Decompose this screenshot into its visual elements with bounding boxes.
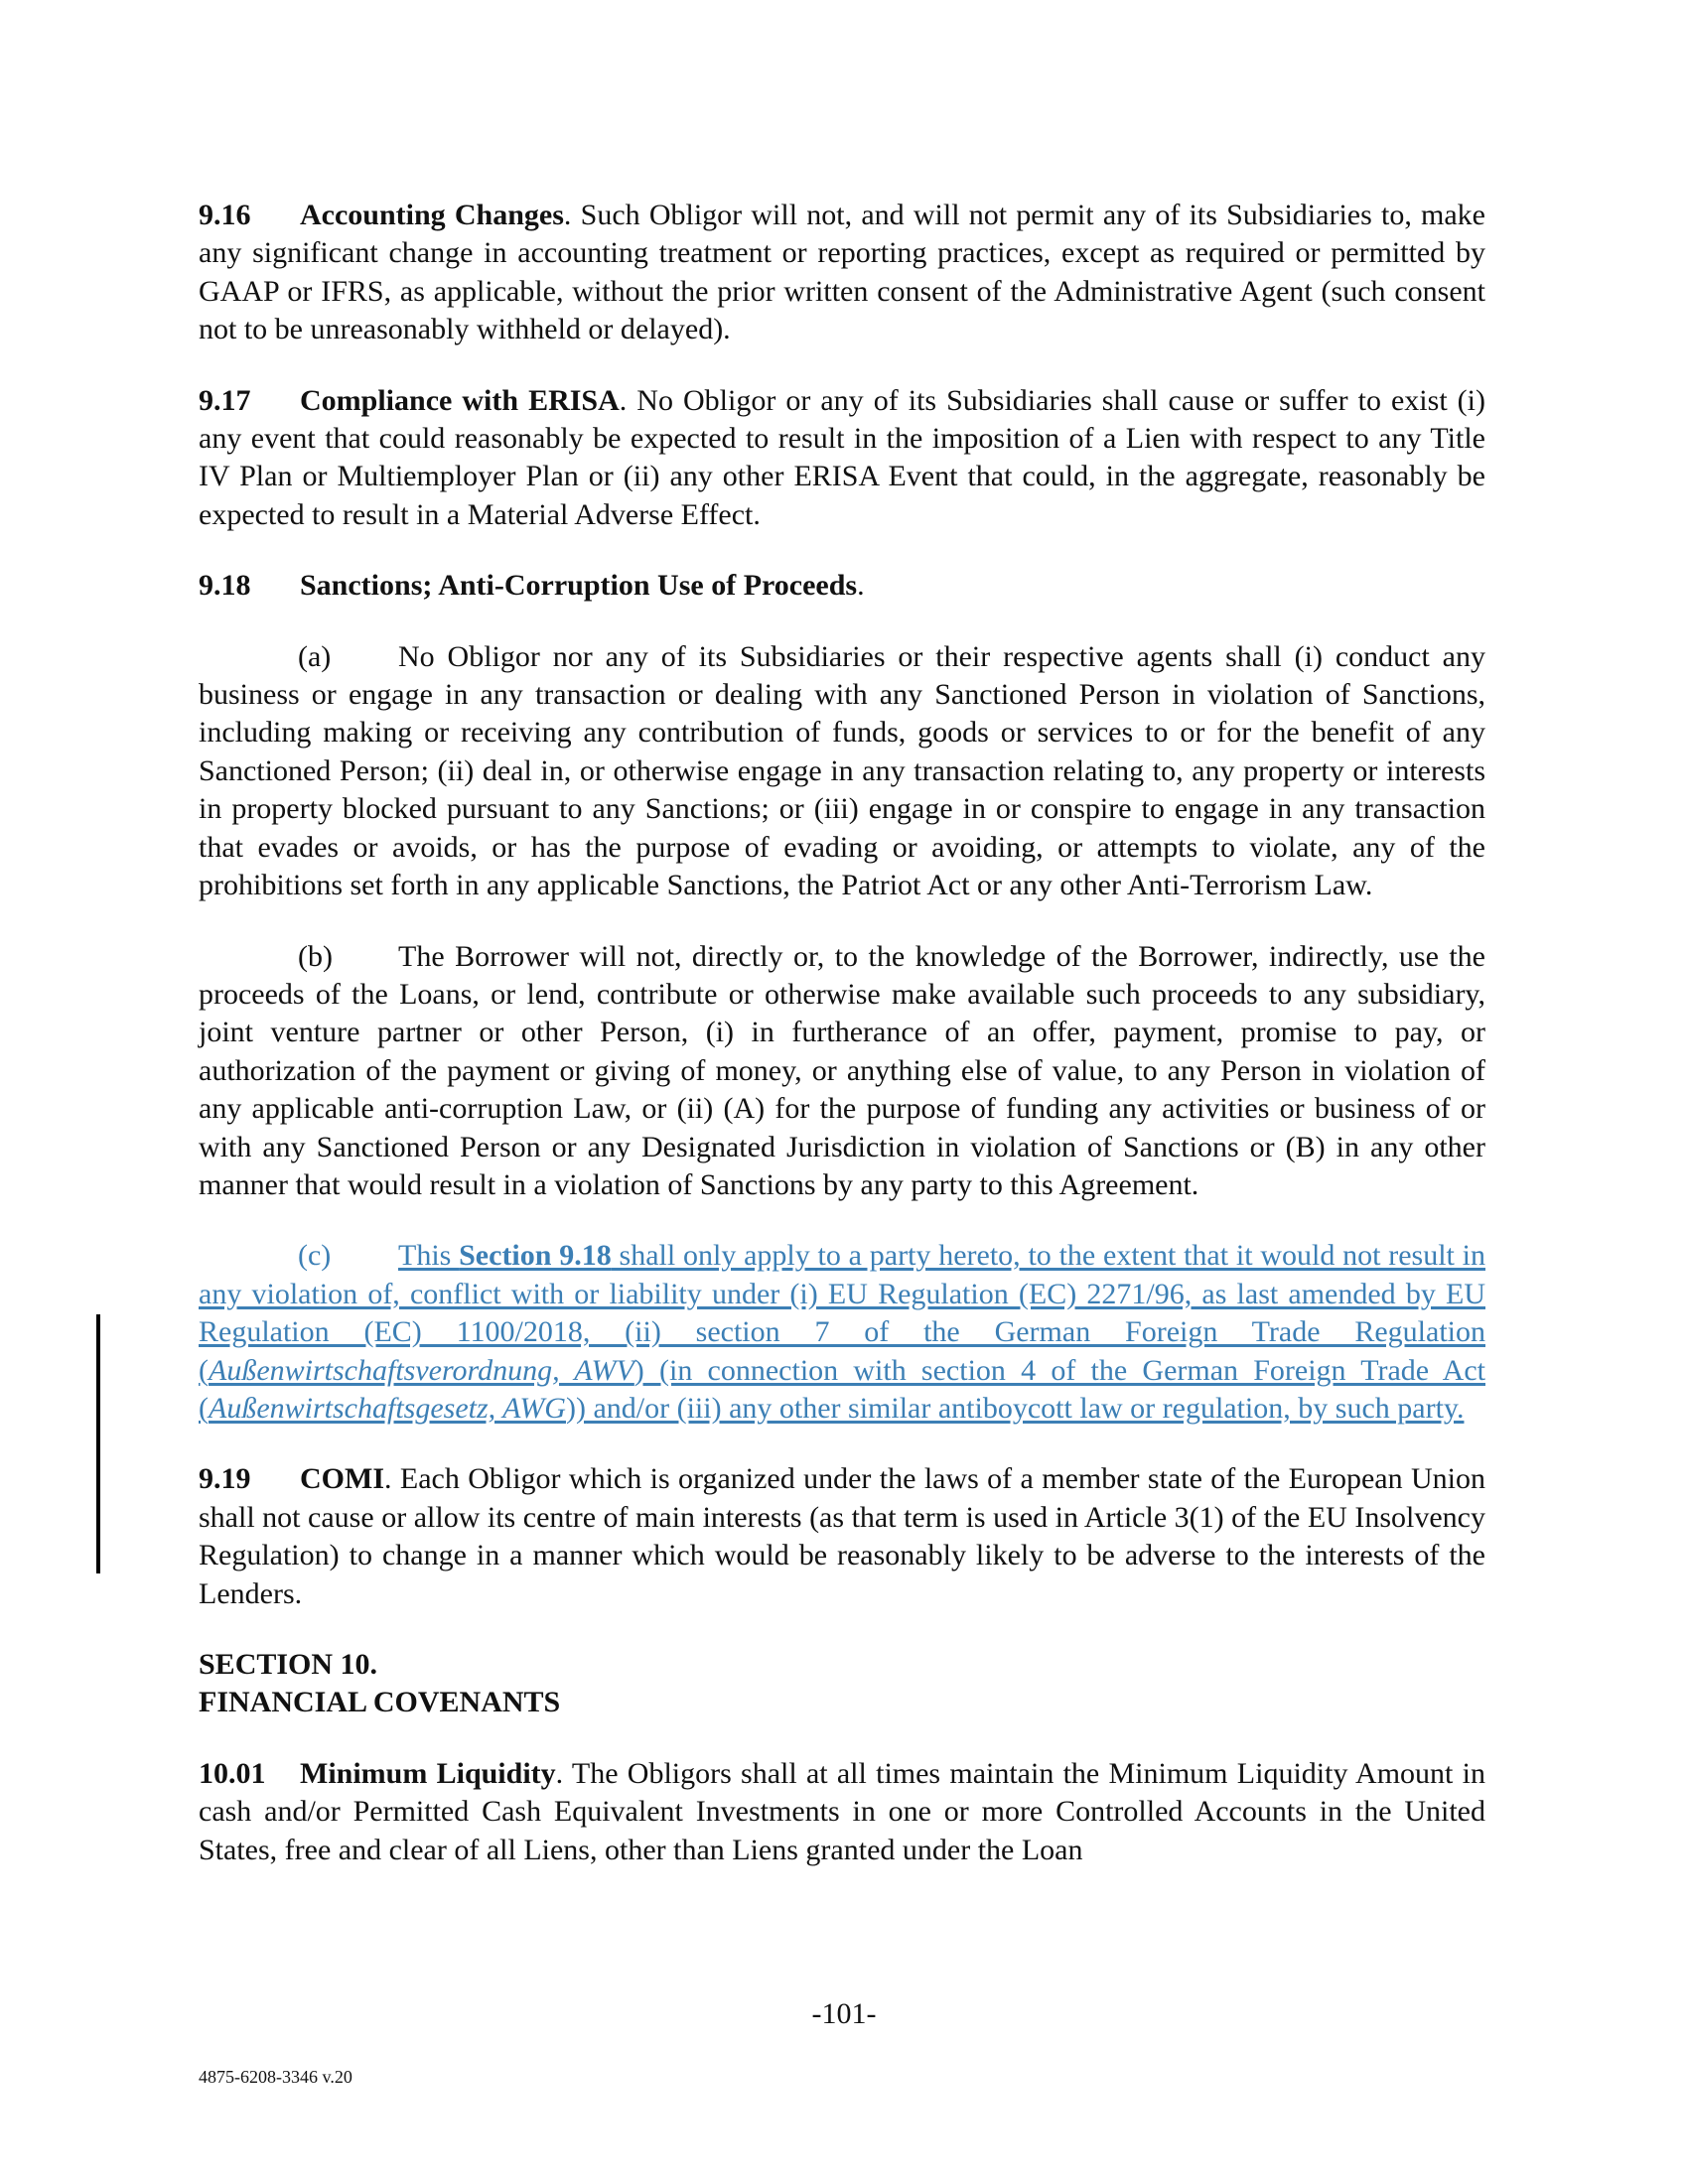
clause-text: No Obligor nor any of its Subsidiaries or their respective agents shall (i) conduct any business or engage in any transaction or dealing with any Sanctioned Person in violation of Sanctions, including making or receiving any contribution of funds, goods or services to or for the benefit of any Sanctioned Person; (ii) deal in, or otherwise engage in any transaction relating to, any property or interests in property blocked pursuant to any Sanctions; or (iii) engage in or conspire to engage in any transaction that evades or avoids, or has the purpose of evading or avoiding, or attempts to violate, any of the prohibitions set forth in any applicable Sanctions, the Patriot Act or any other Anti-Terrorism Law.: [199, 639, 1485, 902]
section-9-18-a: [199, 638, 1485, 905]
section-9-17: [199, 382, 1485, 535]
section-text: . No Obligor or any of its Subsidiaries shall cause or suffer to exist (i) any event that could reasonably be expected to result in the imposition of a Lien with respect to any Title IV Plan or Multiemployer Plan or (ii) any other ERISA Event that could, in the aggregate, reasonably be expected to result in a Material Adverse Effect.: [199, 383, 1485, 531]
section-9-16: [199, 197, 1485, 349]
section-9-18-heading: [199, 567, 1485, 605]
awg-term: Außenwirtschaftsgesetz, AWG: [209, 1391, 566, 1425]
section-10-title: FINANCIAL COVENANTS: [199, 1686, 561, 1719]
clause-text: The Borrower will not, directly or, to the knowledge of the Borrower, indirectly, use the proceeds of the Loans, or lend, contribute or otherwise make available such proceeds to any subsidiary, joint venture partner or other Person, (i) in furtherance of an offer, payment, promise to pay, or authorization of the payment or giving of money, or anything else of value, to any Person in violation of any applicable anti-corruption Law, or (ii) (A) for the purpose of funding any activities or business of or with any Sanctioned Person or any Designated Jurisdiction in violation of Sanctions or (B) in any other manner that would result in a violation of Sanctions by any party to this Agreement.: [199, 939, 1485, 1201]
section-number: 9.19: [199, 1462, 251, 1496]
section-heading: Compliance with ERISA: [300, 383, 620, 417]
section-heading: COMI: [300, 1462, 384, 1496]
section-text: . Such Obligor will not, and will not permit any of its Subsidiaries to, make any significant change in accounting treatment or reporting practices, except as required or permitted by GAAP or IFRS, as applicable, without the prior written consent of the Administrative Agent (such consent not to be unreasonably withheld or delayed).: [199, 199, 1485, 346]
section-number: 10.01: [199, 1756, 266, 1790]
document-id: 4875-6208-3346 v.20: [199, 2067, 352, 2087]
section-9-18-b: [199, 938, 1485, 1205]
section-9-19: [199, 1460, 1485, 1613]
awv-term: Außenwirtschaftsverordnung, AWV: [209, 1353, 634, 1387]
clause-label: (a): [298, 639, 332, 673]
section-number: 9.17: [199, 383, 251, 417]
section-reference: Section 9.18: [459, 1239, 612, 1273]
section-9-18-c-inserted: [199, 1237, 1485, 1428]
page-number: -101-: [811, 1997, 877, 2030]
section-heading: Minimum Liquidity: [300, 1756, 556, 1790]
clause-label: (b): [298, 939, 333, 973]
clause-label: (c): [298, 1239, 332, 1273]
section-number: 9.16: [199, 199, 251, 231]
clause-text-mid: shall only apply to a party hereto, to the extent that it would not result in any violation of, conflict with or liability under (i) EU Regulation (EC) 2271/96, as last amended by EU Regulation (EC) 1100/2018, (ii) section 7 of the German Foreign Trade Regulation (: [199, 1239, 1486, 1387]
section-10-01: [199, 1755, 1485, 1869]
section-text: . The Obligors shall at all times maintain the Minimum Liquidity Amount in cash and/or Permitted Cash Equivalent Investments in one or more Controlled Accounts in the United States, free and clear of all Liens, other than Liens granted under the Loan: [199, 1756, 1485, 1866]
section-heading: Accounting Changes: [300, 199, 564, 231]
section-heading: Sanctions; Anti-Corruption Use of Proceeds: [300, 569, 858, 603]
clause-text-pre: This: [398, 1239, 460, 1273]
change-bar: [96, 1314, 100, 1573]
section-number: 9.18: [199, 569, 251, 603]
clause-text-end: )) and/or (iii) any other similar antiboycott law or regulation, by such party.: [565, 1391, 1465, 1425]
clause-text-mid2: ) (in connection with section 4 of the German Foreign Trade Act (: [199, 1353, 1485, 1425]
section-heading-period: .: [857, 569, 865, 603]
section-text: . Each Obligor which is organized under the laws of a member state of the European Union shall not cause or allow its centre of main interests (as that term is used in Article 3(1) of the EU Insolvency Regulation) to change in a manner which would be reasonably likely to be adverse to the interests of the Lenders.: [199, 1462, 1485, 1610]
section-10-number: SECTION 10.: [199, 1648, 378, 1681]
page-body: [199, 197, 1485, 1869]
